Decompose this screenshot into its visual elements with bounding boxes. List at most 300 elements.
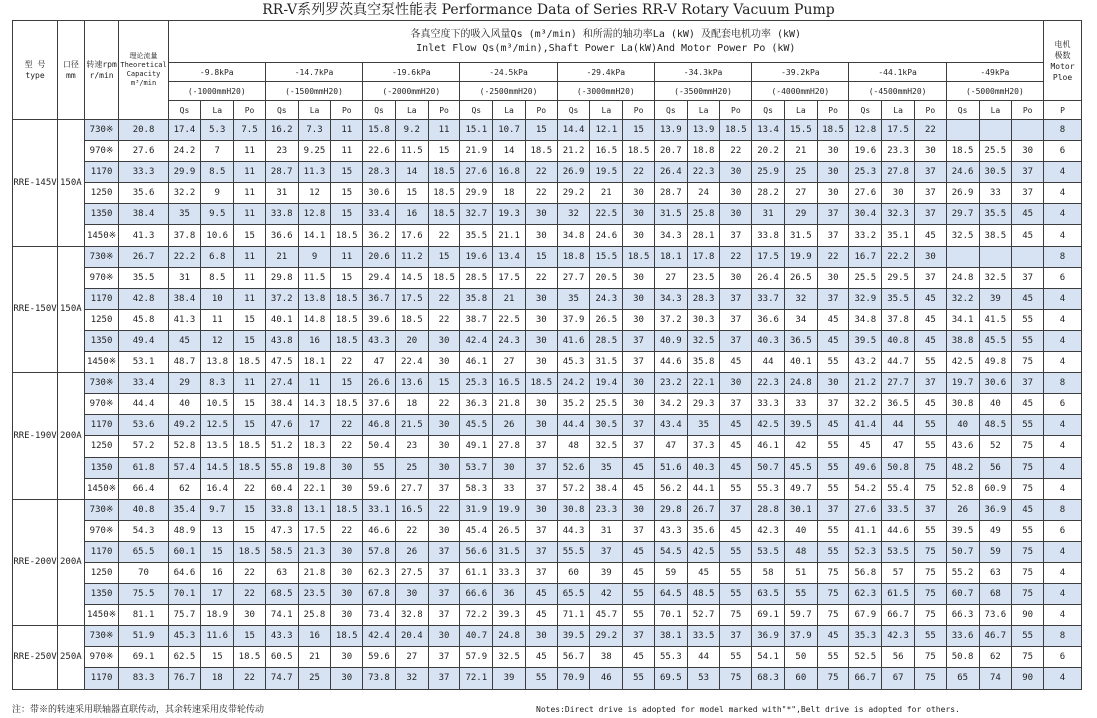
la-cell: 39 — [979, 288, 1012, 309]
qs-cell: 30.8 — [557, 499, 590, 520]
qs-cell: 58 — [752, 562, 785, 583]
qs-cell: 28.7 — [654, 183, 687, 204]
la-cell: 21 — [493, 288, 526, 309]
la-cell: 66.7 — [882, 605, 915, 626]
la-cell: 31 — [590, 520, 623, 541]
la-cell: 12.8 — [298, 204, 331, 225]
po-cell: 75 — [915, 541, 947, 562]
la-cell: 36 — [493, 584, 526, 605]
pole-cell: 4 — [1044, 605, 1082, 626]
pole-cell: 4 — [1044, 436, 1082, 457]
la-cell: 36.9 — [979, 499, 1012, 520]
la-cell: 32.5 — [493, 647, 526, 668]
qs-cell: 55.2 — [946, 562, 979, 583]
qs-cell: 60.7 — [946, 584, 979, 605]
qs-cell: 55 — [363, 457, 396, 478]
qs-cell: 74.1 — [265, 605, 298, 626]
po-cell: 15 — [234, 225, 266, 246]
qs-cell: 27.4 — [265, 373, 298, 394]
po-cell: 30 — [915, 246, 947, 267]
po-cell: 75 — [1012, 457, 1044, 478]
la-cell: 33 — [784, 394, 817, 415]
la-cell: 16.8 — [493, 162, 526, 183]
la-cell: 13.4 — [493, 246, 526, 267]
model-name: RRE-145V — [13, 120, 58, 247]
po-cell: 45 — [817, 330, 849, 351]
table-row — [13, 373, 1082, 394]
pole-cell: 4 — [1044, 457, 1082, 478]
qs-cell: 30.6 — [363, 183, 396, 204]
po-cell: 55 — [623, 668, 655, 689]
qs-cell: 42.3 — [752, 520, 785, 541]
la-cell: 45 — [687, 562, 720, 583]
la-cell: 14 — [395, 162, 428, 183]
subcol-po-9: Po — [1012, 101, 1044, 120]
qs-cell: 62.3 — [849, 584, 882, 605]
qs-cell: 66.7 — [849, 668, 882, 689]
qs-cell: 25.3 — [849, 162, 882, 183]
la-cell: 60.9 — [979, 478, 1012, 499]
po-cell: 15 — [234, 626, 266, 647]
subcol-qs-8: Qs — [849, 101, 882, 120]
qs-cell: 53.7 — [460, 457, 493, 478]
qs-cell: 19.7 — [946, 373, 979, 394]
po-cell: 37 — [1012, 267, 1044, 288]
qs-cell: 52.5 — [849, 647, 882, 668]
qs-cell: 40.1 — [265, 309, 298, 330]
po-cell: 75 — [817, 668, 849, 689]
qs-cell: 17.4 — [168, 120, 201, 141]
table-row — [13, 225, 1082, 246]
subcol-po-5: Po — [623, 101, 655, 120]
po-cell: 55 — [1012, 309, 1044, 330]
la-cell: 61.5 — [882, 584, 915, 605]
po-cell: 11 — [234, 246, 266, 267]
subcol-po-6: Po — [720, 101, 752, 120]
rpm-header: 转速rpm r/min — [84, 21, 119, 120]
rpm-cell: 1250 — [84, 183, 119, 204]
capacity-cell: 38.4 — [119, 204, 168, 225]
subcol-qs-2: Qs — [265, 101, 298, 120]
qs-cell: 23.2 — [654, 373, 687, 394]
qs-cell: 57.8 — [363, 541, 396, 562]
qs-cell: 50.4 — [363, 436, 396, 457]
capacity-cell: 20.8 — [119, 120, 168, 141]
qs-cell: 51.2 — [265, 436, 298, 457]
model-name: RRE-250V — [13, 626, 58, 689]
po-cell: 11 — [331, 246, 363, 267]
capacity-cell: 53.6 — [119, 415, 168, 436]
qs-cell: 33.8 — [265, 499, 298, 520]
po-cell: 30 — [525, 499, 557, 520]
qs-cell: 54.2 — [849, 478, 882, 499]
qs-cell: 34.8 — [557, 225, 590, 246]
qs-cell: 45.3 — [168, 626, 201, 647]
la-cell: 20 — [395, 330, 428, 351]
qs-cell: 55.3 — [752, 478, 785, 499]
la-cell: 14.8 — [298, 309, 331, 330]
po-cell: 75 — [1012, 436, 1044, 457]
po-cell: 37 — [623, 520, 655, 541]
qs-cell: 56.7 — [557, 647, 590, 668]
po-cell: 37 — [915, 162, 947, 183]
subcol-qs-5: Qs — [557, 101, 590, 120]
qs-cell: 55.5 — [557, 541, 590, 562]
pole-cell: 8 — [1044, 246, 1082, 267]
po-cell: 22 — [623, 162, 655, 183]
la-cell: 26 — [395, 541, 428, 562]
po-cell: 11 — [234, 183, 266, 204]
qs-cell: 60.1 — [168, 541, 201, 562]
la-cell: 60 — [784, 668, 817, 689]
table-row — [13, 141, 1082, 162]
table-row — [13, 541, 1082, 562]
po-cell: 30 — [525, 352, 557, 373]
qs-cell: 28.3 — [363, 162, 396, 183]
la-cell: 35.8 — [687, 352, 720, 373]
po-cell: 30 — [331, 457, 363, 478]
qs-cell: 44.3 — [557, 520, 590, 541]
la-cell: 59 — [979, 541, 1012, 562]
table-row — [13, 605, 1082, 626]
qs-cell: 36.9 — [752, 626, 785, 647]
po-cell: 55 — [915, 520, 947, 541]
rpm-cell: 1170 — [84, 668, 119, 689]
la-cell: 56 — [979, 457, 1012, 478]
table-row — [13, 246, 1082, 267]
la-cell: 25.5 — [979, 141, 1012, 162]
la-cell: 24 — [687, 183, 720, 204]
po-cell: 18.5 — [428, 183, 460, 204]
qs-cell: 24.8 — [946, 267, 979, 288]
po-cell: 45 — [525, 605, 557, 626]
qs-cell: 13.9 — [654, 120, 687, 141]
la-cell: 11.3 — [298, 162, 331, 183]
table-row — [13, 394, 1082, 415]
la-cell: 63 — [979, 562, 1012, 583]
la-cell: 47 — [882, 436, 915, 457]
po-cell: 37 — [428, 478, 460, 499]
capacity-cell: 65.5 — [119, 541, 168, 562]
qs-cell: 36.6 — [265, 225, 298, 246]
la-cell: 33.5 — [882, 499, 915, 520]
la-cell: 23.3 — [882, 141, 915, 162]
la-cell: 11 — [298, 373, 331, 394]
la-cell: 18 — [493, 183, 526, 204]
la-cell: 23 — [395, 436, 428, 457]
la-cell: 40.3 — [687, 457, 720, 478]
la-cell: 53 — [687, 668, 720, 689]
la-cell: 41.5 — [979, 309, 1012, 330]
la-cell: 52 — [979, 436, 1012, 457]
rpm-cell: 1250 — [84, 562, 119, 583]
po-cell: 55 — [1012, 626, 1044, 647]
po-cell: 55 — [720, 562, 752, 583]
la-cell: 18.9 — [201, 605, 234, 626]
rpm-cell: 730※ — [84, 626, 119, 647]
pressure-mmh2o-1: (-1000mmH20) — [168, 82, 265, 101]
po-cell: 45 — [720, 415, 752, 436]
la-cell: 44 — [882, 415, 915, 436]
capacity-cell: 61.8 — [119, 457, 168, 478]
la-cell: 9 — [201, 183, 234, 204]
qs-cell: 30.4 — [849, 204, 882, 225]
po-cell: 30 — [817, 183, 849, 204]
qs-cell: 47 — [363, 352, 396, 373]
qs-cell: 56.6 — [460, 541, 493, 562]
qs-cell: 44.6 — [654, 352, 687, 373]
po-cell: 37 — [525, 520, 557, 541]
po-cell: 30 — [623, 225, 655, 246]
la-cell: 29 — [784, 204, 817, 225]
la-cell: 45.5 — [784, 457, 817, 478]
po-cell: 75 — [1012, 562, 1044, 583]
po-cell: 30 — [720, 204, 752, 225]
la-cell: 27.5 — [395, 562, 428, 583]
qs-cell — [946, 246, 979, 267]
po-cell: 18.5 — [428, 267, 460, 288]
pole-cell: 8 — [1044, 373, 1082, 394]
po-cell: 45 — [915, 309, 947, 330]
qs-cell: 32.9 — [849, 288, 882, 309]
po-cell: 55 — [1012, 520, 1044, 541]
la-cell: 15 — [395, 183, 428, 204]
la-cell: 19.5 — [590, 162, 623, 183]
model-name: RRE-200V — [13, 499, 58, 626]
qs-cell: 64.5 — [654, 584, 687, 605]
po-cell: 15 — [331, 267, 363, 288]
qs-cell: 16.2 — [265, 120, 298, 141]
capacity-cell: 26.7 — [119, 246, 168, 267]
la-cell: 33 — [979, 183, 1012, 204]
qs-cell: 28.7 — [265, 162, 298, 183]
po-cell: 30 — [525, 394, 557, 415]
po-cell: 45 — [817, 626, 849, 647]
po-cell: 22 — [331, 520, 363, 541]
qs-cell: 40.7 — [460, 626, 493, 647]
po-cell: 18.5 — [623, 246, 655, 267]
la-cell: 7 — [201, 141, 234, 162]
capacity-cell: 35.6 — [119, 183, 168, 204]
pressure-kpa-3: -19.6kPa — [363, 63, 460, 82]
po-cell: 30 — [817, 141, 849, 162]
qs-cell: 27.6 — [849, 183, 882, 204]
model-name: RRE-150V — [13, 246, 58, 373]
qs-cell: 36.7 — [363, 288, 396, 309]
po-cell: 45 — [720, 436, 752, 457]
po-cell: 37 — [428, 605, 460, 626]
po-cell: 18.5 — [331, 394, 363, 415]
la-cell: 11.2 — [395, 246, 428, 267]
pressure-mmh2o-5: (-3000mmH20) — [557, 82, 654, 101]
qs-cell: 26.4 — [752, 267, 785, 288]
la-cell: 45.5 — [979, 330, 1012, 351]
po-cell: 55 — [817, 541, 849, 562]
la-cell: 23.3 — [590, 499, 623, 520]
qs-cell: 36.3 — [460, 394, 493, 415]
la-cell: 24.8 — [493, 626, 526, 647]
subcol-la-7: La — [784, 101, 817, 120]
la-cell: 52.7 — [687, 605, 720, 626]
la-cell: 57 — [882, 562, 915, 583]
po-cell: 18.5 — [525, 141, 557, 162]
la-cell: 33.3 — [493, 562, 526, 583]
po-cell: 18.5 — [428, 204, 460, 225]
capacity-cell: 53.1 — [119, 352, 168, 373]
la-cell: 8.5 — [201, 267, 234, 288]
qs-cell: 70.9 — [557, 668, 590, 689]
po-cell: 22 — [525, 162, 557, 183]
la-cell: 19.4 — [590, 373, 623, 394]
header-row-mmh2o — [13, 82, 1082, 101]
qs-cell: 69.5 — [654, 668, 687, 689]
rpm-cell: 730※ — [84, 373, 119, 394]
motor-pole-header: 电机 极数 Motor Ploe — [1044, 21, 1082, 101]
qs-cell: 60.4 — [265, 478, 298, 499]
la-cell: 6.8 — [201, 246, 234, 267]
subcol-la-8: La — [882, 101, 915, 120]
po-cell: 37 — [817, 225, 849, 246]
la-cell: 27 — [493, 352, 526, 373]
qs-cell: 71.1 — [557, 605, 590, 626]
la-cell: 13.8 — [298, 288, 331, 309]
bore-size: 150A — [58, 246, 85, 373]
rpm-cell: 970※ — [84, 520, 119, 541]
pole-cell: 4 — [1044, 478, 1082, 499]
la-cell: 42 — [784, 436, 817, 457]
po-cell: 45 — [525, 584, 557, 605]
po-cell: 30 — [525, 225, 557, 246]
qs-cell: 21.9 — [460, 141, 493, 162]
po-cell: 15 — [331, 204, 363, 225]
qs-cell: 24.2 — [168, 141, 201, 162]
la-cell: 25 — [298, 668, 331, 689]
po-cell: 75 — [915, 605, 947, 626]
po-cell: 30 — [525, 626, 557, 647]
po-cell: 75 — [1012, 541, 1044, 562]
table-row — [13, 183, 1082, 204]
la-cell: 9.7 — [201, 499, 234, 520]
performance-table — [12, 20, 1082, 690]
qs-cell: 70.1 — [654, 605, 687, 626]
la-cell: 29.2 — [590, 626, 623, 647]
la-cell: 24.3 — [493, 330, 526, 351]
qs-cell: 40 — [946, 415, 979, 436]
la-cell: 26.5 — [784, 267, 817, 288]
qs-cell: 66.3 — [946, 605, 979, 626]
la-cell: 12 — [298, 183, 331, 204]
table-body — [13, 120, 1082, 690]
qs-cell: 14.4 — [557, 120, 590, 141]
po-cell: 45 — [1012, 225, 1044, 246]
qs-cell: 35 — [168, 204, 201, 225]
po-cell: 30 — [525, 288, 557, 309]
qs-cell: 47.5 — [265, 352, 298, 373]
po-cell: 30 — [428, 626, 460, 647]
subcol-po-2: Po — [331, 101, 363, 120]
rpm-cell: 1250 — [84, 309, 119, 330]
po-cell: 11 — [428, 120, 460, 141]
qs-cell: 69.1 — [752, 605, 785, 626]
capacity-cell: 75.5 — [119, 584, 168, 605]
qs-cell: 54.5 — [654, 541, 687, 562]
qs-cell: 17.5 — [752, 246, 785, 267]
qs-cell — [946, 120, 979, 141]
qs-cell: 38.7 — [460, 309, 493, 330]
qs-cell: 50.7 — [946, 541, 979, 562]
po-cell: 37 — [720, 288, 752, 309]
la-cell: 55 — [784, 584, 817, 605]
qs-cell: 41.3 — [168, 309, 201, 330]
subcol-la-2: La — [298, 101, 331, 120]
qs-cell: 74.7 — [265, 668, 298, 689]
qs-cell: 34.3 — [654, 225, 687, 246]
la-cell: 32.5 — [687, 330, 720, 351]
po-cell: 55 — [720, 584, 752, 605]
pole-subheader: P — [1044, 101, 1082, 120]
po-cell: 22 — [525, 267, 557, 288]
model-name: RRE-190V — [13, 373, 58, 500]
po-cell: 15 — [234, 520, 266, 541]
po-cell: 45 — [915, 394, 947, 415]
la-cell: 17.6 — [395, 225, 428, 246]
qs-cell: 29.4 — [363, 267, 396, 288]
po-cell: 30 — [428, 520, 460, 541]
table-row — [13, 162, 1082, 183]
po-cell: 11 — [234, 267, 266, 288]
la-cell: 23.5 — [298, 584, 331, 605]
qs-cell: 22.6 — [363, 141, 396, 162]
qs-cell: 54.1 — [752, 647, 785, 668]
qs-cell: 20.6 — [363, 246, 396, 267]
qs-cell: 22.3 — [752, 373, 785, 394]
pole-cell: 6 — [1044, 267, 1082, 288]
qs-cell: 35 — [557, 288, 590, 309]
rpm-cell: 1170 — [84, 288, 119, 309]
bore-size: 150A — [58, 120, 85, 247]
la-cell: 14.3 — [298, 394, 331, 415]
la-cell: 31.5 — [493, 541, 526, 562]
po-cell: 18.5 — [234, 647, 266, 668]
po-cell: 18.5 — [623, 141, 655, 162]
po-cell: 30 — [428, 352, 460, 373]
qs-cell: 38.8 — [946, 330, 979, 351]
capacity-cell: 51.9 — [119, 626, 168, 647]
rpm-cell: 1250 — [84, 436, 119, 457]
la-cell: 48 — [784, 541, 817, 562]
la-cell: 10.5 — [201, 394, 234, 415]
la-cell: 56 — [882, 647, 915, 668]
la-cell: 30.1 — [784, 499, 817, 520]
la-cell: 49.7 — [784, 478, 817, 499]
la-cell: 35 — [590, 457, 623, 478]
la-cell: 26.7 — [687, 499, 720, 520]
la-cell: 40.8 — [882, 330, 915, 351]
pressure-kpa-7: -39.2kPa — [752, 63, 849, 82]
po-cell: 75 — [915, 562, 947, 583]
qs-cell: 57.9 — [460, 647, 493, 668]
la-cell: 13.8 — [201, 352, 234, 373]
subcol-po-1: Po — [234, 101, 266, 120]
po-cell: 22 — [428, 394, 460, 415]
la-cell: 38.5 — [979, 225, 1012, 246]
pressure-mmh2o-4: (-2500mmH20) — [460, 82, 557, 101]
po-cell: 30 — [525, 415, 557, 436]
la-cell: 48.5 — [687, 584, 720, 605]
la-cell: 39.3 — [493, 605, 526, 626]
qs-cell: 38.1 — [654, 626, 687, 647]
pressure-kpa-6: -34.3kPa — [654, 63, 751, 82]
